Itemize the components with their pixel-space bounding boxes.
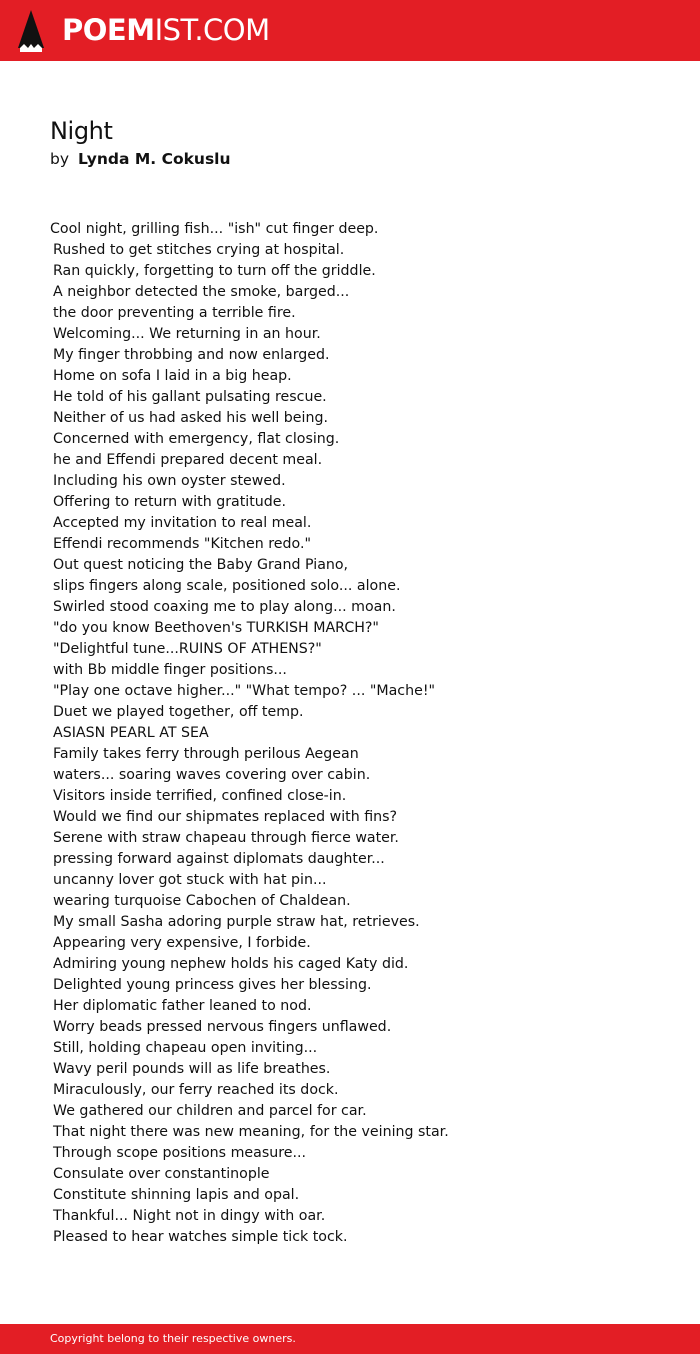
poem-body xyxy=(50,219,650,1248)
poem-line: Thankful... Night not in dingy with oar. xyxy=(53,1208,326,1224)
poem-line: Consulate over constantinople xyxy=(53,1166,270,1182)
poem-line: Rushed to get stitches crying at hospital. xyxy=(53,242,345,258)
poem-line: Swirled stood coaxing me to play along... moan. xyxy=(53,599,396,615)
copyright-text: Copyright belong to their respective owners. xyxy=(50,1332,296,1345)
poem-line: Duet we played together, off temp. xyxy=(53,704,304,720)
poem-line: Accepted my invitation to real meal. xyxy=(53,515,312,531)
poem-line: Wavy peril pounds will as life breathes. xyxy=(53,1061,331,1077)
poem-line: Family takes ferry through perilous Aegean xyxy=(53,746,359,762)
poem-line: ASIASN PEARL AT SEA xyxy=(53,725,209,741)
poem-line: Including his own oyster stewed. xyxy=(53,473,286,489)
poem-line: My small Sasha adoring purple straw hat, retrieves. xyxy=(53,914,420,930)
site-footer xyxy=(0,1324,700,1354)
poem-line: Worry beads pressed nervous fingers unflawed. xyxy=(53,1019,392,1035)
poem-line: My finger throbbing and now enlarged. xyxy=(53,347,330,363)
poem-line: wearing turquoise Cabochen of Chaldean. xyxy=(53,893,351,909)
logo-bold-text: POEM xyxy=(62,13,155,47)
poem-line: waters... soaring waves covering over cabin. xyxy=(53,767,371,783)
poem-line: Pleased to hear watches simple tick tock. xyxy=(53,1229,348,1245)
poem-title: Night xyxy=(50,117,113,145)
poem-line: Cool night, grilling fish... "ish" cut finger deep. xyxy=(50,221,379,237)
poem-line: pressing forward against diplomats daughter... xyxy=(53,851,385,867)
poem-line: uncanny lover got stuck with hat pin... xyxy=(53,872,327,888)
poem-line: That night there was new meaning, for the veining star. xyxy=(53,1124,449,1140)
poem-line: Her diplomatic father leaned to nod. xyxy=(53,998,312,1014)
poem-line: We gathered our children and parcel for car. xyxy=(53,1103,367,1119)
poem-line: Neither of us had asked his well being. xyxy=(53,410,328,426)
poem-line: Admiring young nephew holds his caged Katy did. xyxy=(53,956,409,972)
poem-line: Constitute shinning lapis and opal. xyxy=(53,1187,300,1203)
poem-line: slips fingers along scale, positioned solo... alone. xyxy=(53,578,401,594)
logo-light-text: IST.COM xyxy=(154,13,270,47)
poem-line: Out quest noticing the Baby Grand Piano, xyxy=(53,557,349,573)
poem-line: Welcoming... We returning in an hour. xyxy=(53,326,321,342)
poem-line: Offering to return with gratitude. xyxy=(53,494,287,510)
poem-line: Through scope positions measure... xyxy=(53,1145,306,1161)
poem-line: Concerned with emergency, flat closing. xyxy=(53,431,340,447)
poem-line: Miraculously, our ferry reached its dock. xyxy=(53,1082,339,1098)
poem-line: A neighbor detected the smoke, barged... xyxy=(53,284,350,300)
byline-prefix: by xyxy=(50,150,70,168)
poem-line: Would we find our shipmates replaced with fins? xyxy=(53,809,398,825)
poem-line: Delighted young princess gives her blessing. xyxy=(53,977,372,993)
site-logo[interactable] xyxy=(62,12,270,48)
poem-line: He told of his gallant pulsating rescue. xyxy=(53,389,327,405)
byline xyxy=(50,148,231,170)
poem-line: Effendi recommends "Kitchen redo." xyxy=(53,536,311,552)
poem-line: "Play one octave higher..." "What tempo? ... "Mache!" xyxy=(53,683,436,699)
poem-line: Ran quickly, forgetting to turn off the griddle. xyxy=(53,263,376,279)
poem-line: with Bb middle finger positions... xyxy=(53,662,287,678)
author-name[interactable]: Lynda M. Cokuslu xyxy=(77,150,231,168)
poem-line: he and Effendi prepared decent meal. xyxy=(53,452,323,468)
poem-line: Appearing very expensive, I forbide. xyxy=(53,935,311,951)
poem-line: Still, holding chapeau open inviting... xyxy=(53,1040,318,1056)
poem-line: "do you know Beethoven's TURKISH MARCH?" xyxy=(53,620,379,636)
poem-line: Serene with straw chapeau through fierce water. xyxy=(53,830,399,846)
site-header xyxy=(0,0,700,61)
pencil-icon[interactable] xyxy=(18,10,44,52)
poem-line: Visitors inside terrified, confined close-in. xyxy=(53,788,347,804)
poem-line: Home on sofa I laid in a big heap. xyxy=(53,368,292,384)
poem-line: the door preventing a terrible fire. xyxy=(53,305,296,321)
poem-line: "Delightful tune...RUINS OF ATHENS?" xyxy=(53,641,322,657)
